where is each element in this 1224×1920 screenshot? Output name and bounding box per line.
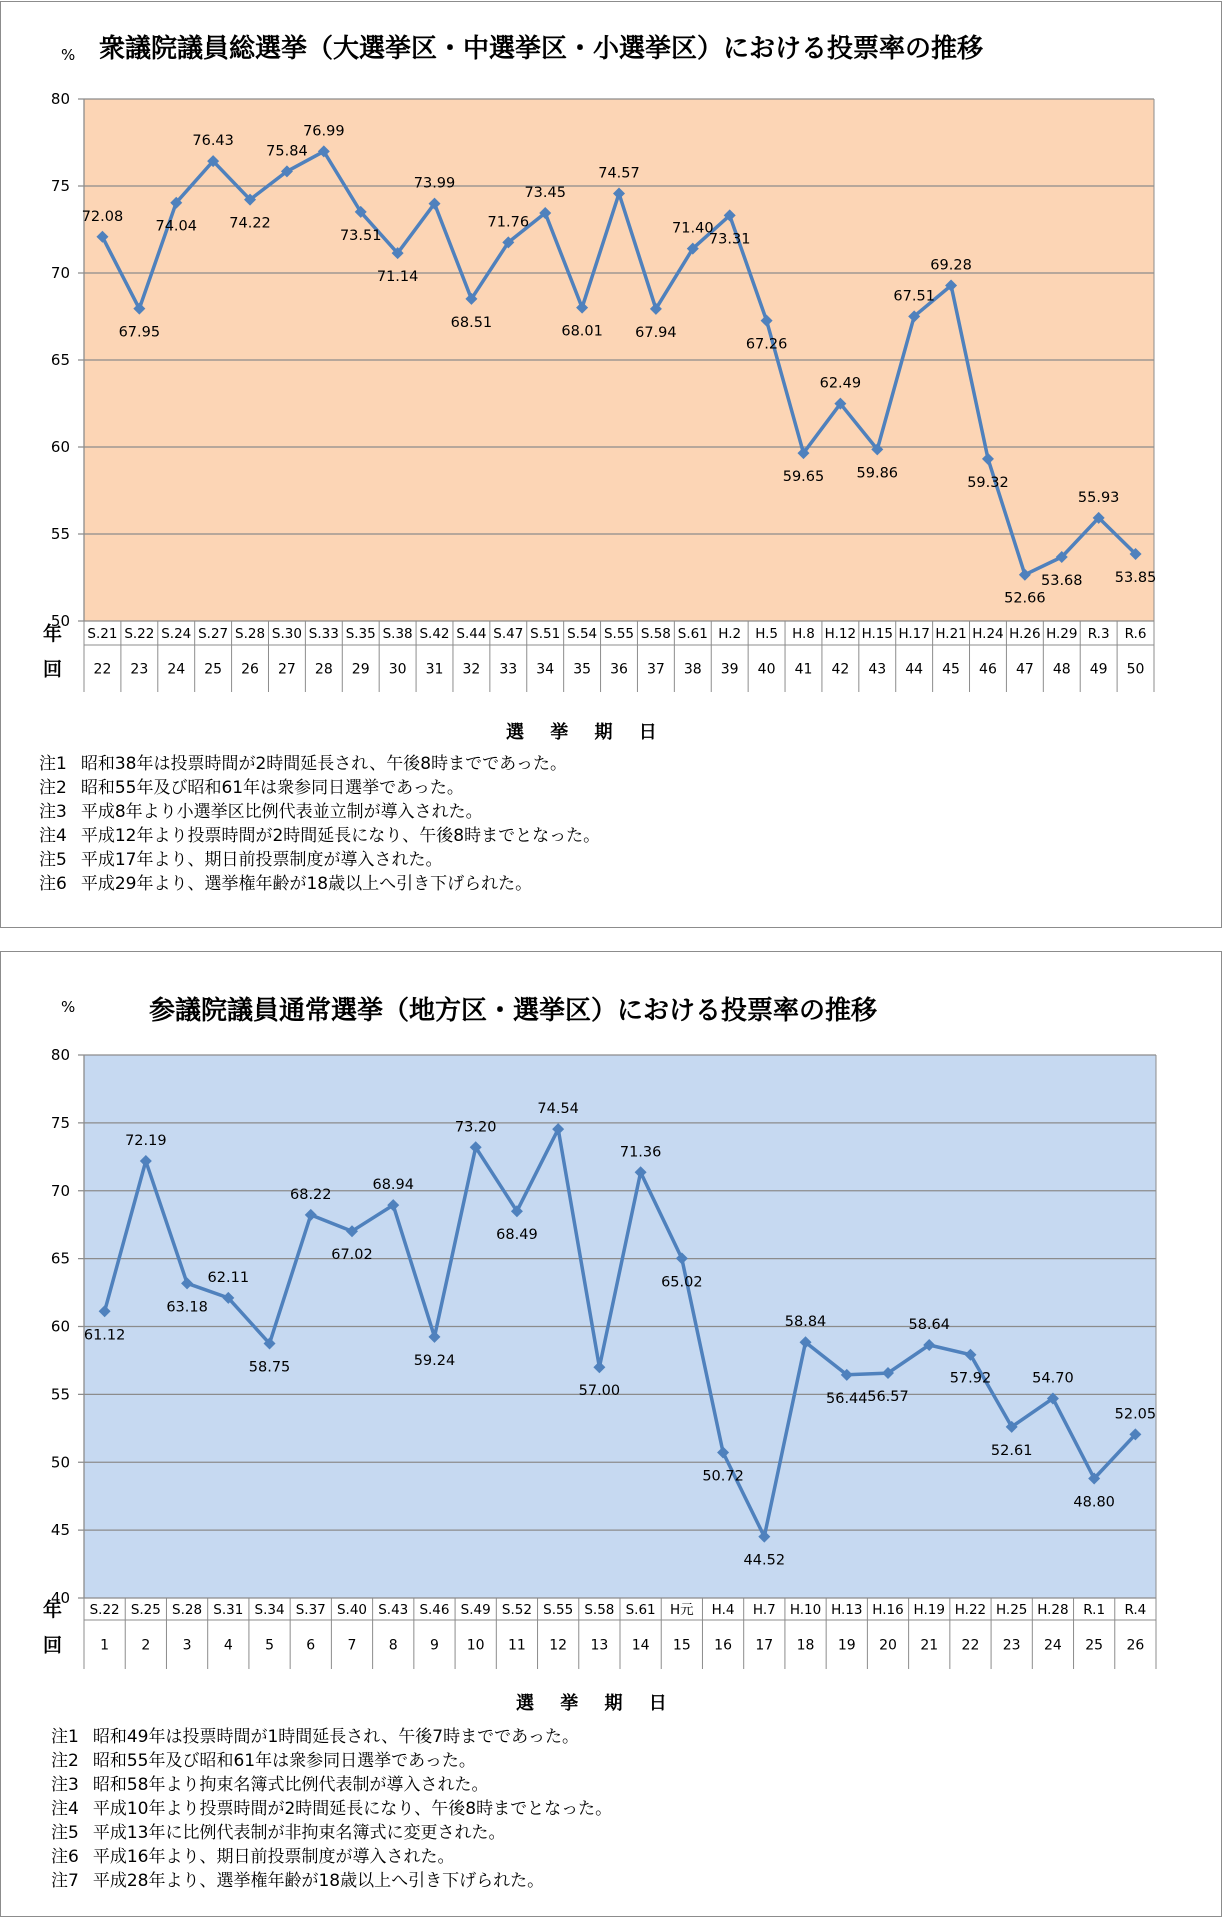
round-label: 29	[351, 661, 370, 678]
round-label: 50	[1126, 661, 1145, 678]
note-text: 平成13年に比例代表制が非拘束名簿式に変更された。	[92, 1823, 506, 1843]
x-tick-label: R.6	[1124, 626, 1147, 642]
x-tick-label: S.33	[308, 626, 339, 642]
data-label: 62.11	[207, 1269, 250, 1286]
x-tick-label: R.1	[1083, 1602, 1106, 1618]
note	[39, 872, 600, 896]
note-text: 平成17年より、期日前投票制度が導入された。	[80, 850, 443, 870]
data-label: 59.24	[413, 1352, 456, 1369]
note-text: 平成28年より、選挙権年齢が18歳以上へ引き下げられた。	[92, 1871, 545, 1891]
y-tick-label: 40	[50, 1589, 70, 1607]
x-tick-label: S.58	[640, 626, 671, 642]
data-label: 53.85	[1114, 570, 1157, 587]
round-label: 42	[831, 661, 850, 678]
round-row-label: 回	[42, 658, 62, 681]
data-label: 71.14	[376, 269, 419, 286]
round-label: 19	[837, 1637, 856, 1654]
round-label: 22	[93, 661, 112, 678]
note-label: 注6	[51, 1847, 79, 1867]
round-label: 24	[1044, 1637, 1062, 1654]
note-text: 平成10年より投票時間が2時間延長になり、午後8時までとなった。	[92, 1799, 613, 1819]
x-tick-label: H.13	[831, 1602, 863, 1618]
note	[39, 824, 600, 848]
data-label: 67.95	[118, 324, 161, 341]
note-label: 注2	[51, 1751, 79, 1771]
round-label: 13	[590, 1637, 609, 1654]
round-label: 47	[1015, 661, 1034, 678]
house-of-representatives-chart-panel	[0, 1, 1222, 928]
note-text: 平成12年より投票時間が2時間延長になり、午後8時までとなった。	[80, 826, 601, 846]
y-tick-label: 75	[50, 1113, 70, 1132]
data-label: 52.66	[1004, 590, 1046, 607]
round-label: 6	[306, 1637, 316, 1654]
round-label: 1	[100, 1637, 110, 1654]
x-tick-label: S.37	[295, 1602, 326, 1618]
x-tick-label: S.22	[124, 626, 155, 642]
round-label: 26	[1126, 1637, 1145, 1654]
round-label: 41	[794, 661, 813, 678]
x-tick-label: S.28	[235, 626, 266, 642]
round-label: 27	[278, 661, 296, 678]
x-tick-label: S.49	[460, 1602, 491, 1618]
round-label: 21	[920, 1637, 939, 1654]
data-label: 65.02	[661, 1274, 703, 1291]
note	[39, 752, 600, 776]
round-label: 12	[549, 1637, 568, 1654]
x-tick-label: H.5	[755, 626, 778, 642]
y-tick-label: 75	[50, 177, 70, 195]
note	[51, 1869, 612, 1893]
round-label: 25	[1085, 1637, 1104, 1654]
data-label: 59.65	[782, 469, 825, 486]
round-label: 45	[942, 661, 960, 678]
data-label: 69.28	[930, 257, 972, 274]
x-tick-label: S.38	[382, 626, 413, 642]
round-label: 26	[241, 661, 259, 678]
round-label: 38	[683, 661, 702, 678]
data-label: 68.49	[496, 1227, 538, 1244]
y-axis-unit: %	[61, 46, 76, 64]
x-tick-label: H.7	[752, 1602, 776, 1618]
data-label: 67.94	[635, 324, 677, 341]
year-row-label: 年	[42, 623, 62, 645]
round-label: 2	[141, 1637, 151, 1654]
round-label: 22	[961, 1637, 980, 1654]
data-label: 61.12	[83, 1327, 126, 1344]
x-tick-label: H.21	[935, 626, 967, 642]
x-tick-label: H.28	[1037, 1602, 1069, 1618]
note-label: 注3	[39, 802, 67, 822]
x-tick-label: S.55	[543, 1602, 574, 1618]
data-label: 76.99	[303, 123, 345, 140]
data-label: 56.44	[826, 1390, 868, 1407]
round-label: 37	[646, 661, 665, 678]
round-label: 32	[462, 661, 481, 678]
round-label: 5	[265, 1637, 274, 1654]
data-label: 74.57	[598, 165, 640, 182]
y-axis-unit: %	[61, 998, 76, 1016]
x-tick-label: H元	[670, 1602, 694, 1618]
note-label: 注7	[51, 1871, 79, 1891]
round-label: 9	[430, 1637, 439, 1654]
data-label: 74.54	[537, 1101, 579, 1118]
x-tick-label: H.29	[1046, 626, 1078, 642]
y-tick-label: 65	[50, 1249, 70, 1268]
round-label: 25	[204, 661, 223, 678]
x-tick-label: S.54	[567, 626, 598, 642]
data-label: 74.22	[229, 215, 271, 232]
y-tick-label: 70	[50, 264, 70, 282]
note-label: 注5	[39, 850, 67, 870]
x-tick-label: R.3	[1087, 626, 1110, 642]
data-label: 58.75	[248, 1359, 291, 1376]
round-label: 11	[508, 1637, 526, 1654]
data-label: 67.02	[331, 1247, 373, 1264]
round-label: 39	[720, 661, 739, 678]
round-label: 30	[388, 661, 407, 678]
data-label: 58.84	[784, 1314, 827, 1331]
x-tick-label: H.10	[789, 1602, 822, 1618]
note-label: 注6	[39, 874, 67, 894]
data-label: 48.80	[1073, 1494, 1115, 1511]
note-label: 注4	[39, 826, 67, 846]
chart-title: 衆議院議員総選挙（大選挙区・中選挙区・小選挙区）における投票率の推移	[99, 34, 984, 64]
round-label: 23	[130, 661, 149, 678]
data-label: 53.68	[1041, 572, 1083, 589]
note	[51, 1797, 612, 1821]
round-label: 33	[499, 661, 518, 678]
x-tick-label: S.42	[419, 626, 450, 642]
house-of-councillors-chart-panel	[0, 951, 1222, 1917]
note-label: 注4	[51, 1799, 79, 1819]
note-text: 昭和49年は投票時間が1時間延長され、午後7時までであった。	[92, 1727, 579, 1747]
data-label: 52.05	[1114, 1406, 1157, 1423]
x-tick-label: H.15	[861, 626, 893, 642]
x-tick-label: S.58	[584, 1602, 615, 1618]
round-label: 8	[388, 1637, 398, 1654]
y-tick-label: 60	[50, 1317, 70, 1336]
x-tick-label: S.21	[87, 626, 118, 642]
x-tick-label: S.24	[161, 626, 192, 642]
x-tick-label: S.43	[378, 1602, 409, 1618]
data-label: 52.61	[990, 1442, 1033, 1459]
x-tick-label: S.31	[213, 1602, 244, 1618]
data-label: 68.22	[290, 1186, 332, 1203]
x-tick-label: S.30	[271, 626, 302, 642]
note-text: 昭和55年及び昭和61年は衆参同日選挙であった。	[80, 778, 464, 798]
data-label: 58.64	[908, 1316, 950, 1333]
data-label: 63.18	[166, 1299, 208, 1316]
data-label: 57.92	[949, 1370, 992, 1387]
chart-notes	[39, 752, 600, 896]
y-tick-label: 70	[50, 1181, 70, 1200]
y-tick-label: 60	[50, 438, 70, 456]
round-label: 48	[1052, 661, 1071, 678]
round-label: 15	[672, 1637, 691, 1654]
x-axis-label: 選 挙 期 日	[506, 722, 667, 743]
round-row-label: 回	[42, 1634, 62, 1657]
y-tick-label: 45	[50, 1521, 70, 1540]
y-tick-label: 50	[50, 1453, 70, 1472]
data-label: 71.76	[487, 214, 530, 231]
note	[39, 800, 600, 824]
note-text: 昭和55年及び昭和61年は衆参同日選挙であった。	[92, 1751, 476, 1771]
x-tick-label: R.4	[1124, 1602, 1147, 1618]
note-label: 注3	[51, 1775, 79, 1795]
year-row-label: 年	[42, 1599, 62, 1621]
x-tick-label: H.8	[792, 626, 815, 642]
x-tick-label: S.47	[493, 626, 524, 642]
data-label: 72.19	[125, 1133, 167, 1150]
y-tick-label: 55	[50, 1385, 70, 1404]
data-label: 74.04	[155, 218, 197, 235]
data-label: 50.72	[702, 1468, 744, 1485]
note-text: 平成8年より小選挙区比例代表並立制が導入された。	[80, 802, 483, 822]
x-tick-label: H.12	[824, 626, 857, 642]
y-tick-label: 50	[50, 612, 70, 630]
data-label: 68.01	[561, 323, 603, 340]
round-label: 31	[425, 661, 444, 678]
note-label: 注1	[39, 754, 67, 774]
round-label: 16	[714, 1637, 732, 1654]
round-label: 49	[1089, 661, 1108, 678]
x-tick-label: H.4	[711, 1602, 735, 1618]
round-label: 7	[347, 1637, 357, 1654]
data-label: 73.99	[413, 175, 456, 192]
data-label: 73.51	[339, 227, 382, 244]
y-tick-label: 55	[50, 525, 70, 543]
note-text: 平成16年より、期日前投票制度が導入された。	[92, 1847, 455, 1867]
data-label: 68.94	[372, 1177, 414, 1194]
x-tick-label: S.27	[198, 626, 229, 642]
y-tick-label: 80	[50, 1046, 70, 1064]
round-label: 44	[905, 661, 924, 678]
round-label: 14	[631, 1637, 650, 1654]
x-tick-label: H.26	[1009, 626, 1041, 642]
round-label: 10	[466, 1637, 485, 1654]
data-label: 57.00	[578, 1383, 621, 1400]
data-label: 73.31	[708, 231, 751, 248]
note	[39, 776, 600, 800]
data-label: 67.51	[893, 288, 935, 305]
x-tick-label: H.25	[995, 1602, 1028, 1618]
note-label: 注1	[51, 1727, 79, 1747]
x-tick-label: S.35	[345, 626, 376, 642]
note	[51, 1773, 612, 1797]
x-tick-label: S.25	[130, 1602, 161, 1618]
x-tick-label: H.2	[718, 626, 742, 642]
round-label: 28	[314, 661, 333, 678]
x-tick-label: S.28	[172, 1602, 203, 1618]
x-tick-label: S.61	[677, 626, 708, 642]
note-label: 注2	[39, 778, 67, 798]
note-text: 昭和38年は投票時間が2時間延長され、午後8時までであった。	[80, 754, 567, 774]
x-tick-label: S.55	[603, 626, 635, 642]
data-label: 68.51	[450, 314, 493, 331]
data-label: 44.52	[743, 1552, 786, 1569]
note	[39, 848, 600, 872]
y-tick-label: 80	[50, 90, 70, 108]
round-label: 36	[610, 661, 628, 678]
chart-notes	[51, 1725, 612, 1893]
note	[51, 1845, 612, 1869]
round-label: 20	[879, 1637, 897, 1654]
data-label: 75.84	[266, 143, 308, 160]
x-tick-label: S.61	[625, 1602, 656, 1618]
round-label: 4	[223, 1637, 233, 1654]
data-label: 59.32	[967, 474, 1009, 491]
round-label: 17	[755, 1637, 774, 1654]
x-tick-label: S.44	[456, 626, 487, 642]
round-label: 23	[1002, 1637, 1021, 1654]
round-label: 34	[536, 661, 555, 678]
round-label: 3	[182, 1637, 192, 1654]
x-tick-label: S.51	[530, 626, 561, 642]
data-label: 71.36	[619, 1144, 662, 1161]
note	[51, 1725, 612, 1749]
data-label: 72.08	[81, 208, 124, 225]
note-text: 平成29年より、選挙権年齢が18歳以上へ引き下げられた。	[80, 874, 533, 894]
data-label: 54.70	[1032, 1370, 1074, 1387]
note-label: 注5	[51, 1823, 79, 1843]
round-label: 18	[796, 1637, 815, 1654]
round-label: 40	[757, 661, 776, 678]
x-tick-label: H.22	[954, 1602, 987, 1618]
chart-title: 参議院議員通常選挙（地方区・選挙区）における投票率の推移	[149, 996, 878, 1026]
y-tick-label: 65	[50, 351, 70, 369]
x-tick-label: H.19	[913, 1602, 945, 1618]
x-tick-label: S.34	[254, 1602, 285, 1618]
x-tick-label: S.40	[336, 1602, 368, 1618]
data-label: 62.49	[819, 375, 862, 392]
round-label: 46	[979, 661, 997, 678]
data-label: 56.57	[867, 1389, 909, 1406]
data-label: 73.45	[524, 184, 566, 201]
data-label: 59.86	[856, 465, 899, 482]
note-text: 昭和58年より拘束名簿式比例代表制が導入された。	[92, 1775, 489, 1795]
data-label: 73.20	[454, 1119, 497, 1136]
x-tick-label: H.16	[872, 1602, 904, 1618]
round-label: 43	[868, 661, 887, 678]
data-label: 71.40	[672, 220, 714, 237]
data-label: 76.43	[192, 133, 234, 150]
data-label: 55.93	[1077, 489, 1120, 506]
x-tick-label: S.46	[419, 1602, 450, 1618]
round-label: 24	[167, 661, 186, 678]
data-label: 67.26	[745, 336, 788, 353]
x-tick-label: S.52	[501, 1602, 532, 1618]
x-axis-label: 選 挙 期 日	[516, 1693, 677, 1714]
x-tick-label: S.22	[89, 1602, 120, 1618]
note	[51, 1749, 612, 1773]
x-tick-label: H.24	[972, 626, 1004, 642]
x-tick-label: H.17	[898, 626, 930, 642]
note	[51, 1821, 612, 1845]
round-label: 35	[573, 661, 592, 678]
